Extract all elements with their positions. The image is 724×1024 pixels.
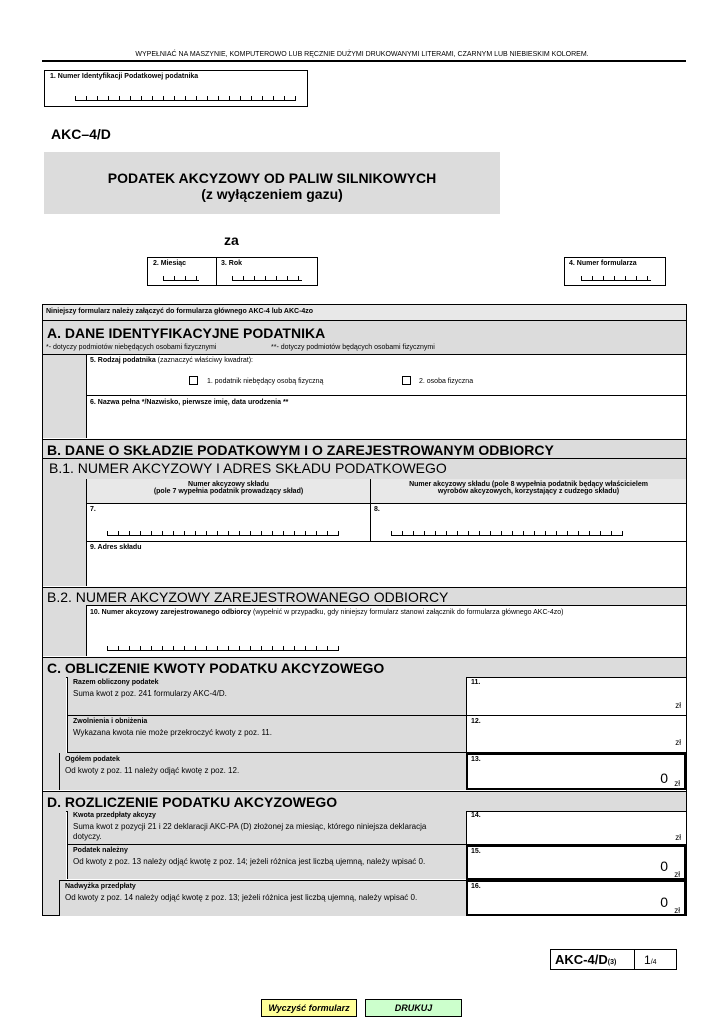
page-total: /4	[650, 959, 657, 966]
field-5-title: 5. Rodzaj podatnika	[90, 357, 156, 364]
field-8-input[interactable]	[391, 531, 623, 536]
field-12-currency: zł	[675, 738, 681, 747]
c-r3-title: Ogółem podatek	[65, 756, 120, 763]
d-row1-label	[67, 811, 467, 845]
title-box	[44, 152, 500, 214]
col2-l2: wyrobów akcyzowych, korzystający z cudzego składu)	[437, 488, 620, 495]
b2-title: B.2. NUMER AKCYZOWY ZAREJESTROWANEGO ODBIORCY	[47, 589, 449, 605]
c-row1-label	[67, 677, 467, 716]
field-15-currency: zł	[674, 870, 680, 879]
formno-box	[564, 257, 666, 286]
col1-l1: Numer akcyzowy składu	[188, 481, 269, 488]
d-row2-label	[67, 845, 467, 879]
col1-l2: (pole 7 wypełnia podatnik prowadzący skład)	[153, 488, 304, 495]
print-button[interactable]: DRUKUJ	[365, 999, 462, 1017]
d-r1-desc1: Suma kwot z pozycji 21 i 22 deklaracji AKC-PA (D) złożonej za miesiąc, którego niniejsza deklaracja	[73, 822, 427, 831]
d-row3-label	[59, 880, 467, 916]
section-c-title: C. OBLICZENIE KWOTY PODATKU AKCYZOWEGO	[47, 660, 385, 676]
col2-l1: Numer akcyzowy składu (pole 8 wypełnia podatnik będący właścicielem	[409, 481, 648, 488]
d-row1-field[interactable]	[466, 811, 687, 845]
field-9-label: 9. Adres składu	[90, 544, 142, 551]
field-10-label	[90, 609, 563, 616]
section-a-title: A. DANE IDENTYFIKACYJNE PODATNIKA	[47, 325, 326, 341]
b1-col1-head	[87, 479, 371, 504]
year-input[interactable]	[232, 276, 302, 281]
month-input[interactable]	[163, 276, 199, 281]
form-code: AKC–4/D	[51, 126, 111, 142]
field-11-no: 11.	[471, 679, 481, 686]
b1-col2-head	[371, 479, 686, 504]
section-b1-gutter	[43, 479, 87, 586]
page-current: 1	[644, 953, 651, 967]
c-row3-label	[59, 753, 467, 790]
d-r2-title: Podatek należny	[73, 847, 128, 854]
c-r1-title: Razem obliczony podatek	[73, 679, 159, 686]
field-7-input[interactable]	[107, 531, 339, 536]
section-b-title: B. DANE O SKŁADZIE PODATKOWYM I O ZAREJESTROWANYM ODBIORCY	[47, 442, 554, 458]
field-13-value: 0	[660, 770, 668, 786]
footer-code	[555, 952, 616, 967]
field-5-hint: (zaznaczyć właściwy kwadrat):	[155, 357, 253, 364]
d-row2-field[interactable]	[466, 845, 686, 880]
checkbox-opt1[interactable]	[189, 376, 198, 385]
field-11-currency: zł	[675, 701, 681, 710]
fill-instruction: WYPEŁNIAĆ NA MASZYNIE, KOMPUTEROWO LUB RĘCZNIE DUŻYMI DRUKOWANYMI LITERAMI, CZARNYM LUB NIEBIESKIM KOLOREM.	[135, 51, 589, 58]
field-7-cell	[87, 504, 371, 542]
period-box	[147, 257, 318, 286]
opt2-label: 2. osoba fizyczna	[419, 378, 474, 385]
c-row1-field[interactable]	[466, 677, 687, 716]
field-16-currency: zł	[674, 906, 680, 915]
field-12-no: 12.	[471, 718, 481, 725]
title-line2: (z wyłączeniem gazu)	[201, 186, 343, 202]
attach-note-row	[43, 305, 686, 321]
field-9-cell[interactable]	[87, 542, 686, 586]
c-r1-desc: Suma kwot z poz. 241 formularzy AKC-4/D.	[73, 689, 227, 698]
nip-label: 1. Numer Identyfikacji Podatkowej podatnika	[50, 73, 199, 80]
formno-input[interactable]	[581, 276, 651, 281]
c-row2-label	[67, 716, 467, 753]
field-10-hint: (wypełnić w przypadku, gdy niniejszy formularz stanowi załącznik do formularza głównego AKC-4zo)	[251, 609, 564, 616]
section-c-header	[43, 657, 686, 678]
footer-code-text: AKC-4/D	[555, 952, 608, 967]
c-r3-desc: Od kwoty z poz. 11 należy odjąć kwotę z poz. 12.	[65, 766, 240, 775]
section-d-header	[43, 791, 686, 812]
field-6-label: 6. Nazwa pełna */Nazwisko, pierwsze imię, data urodzenia **	[90, 399, 289, 406]
za-label: za	[224, 232, 239, 248]
section-a-gutter	[43, 355, 87, 438]
b1-title: B.1. NUMER AKCYZOWY I ADRES SKŁADU PODATKOWEGO	[49, 460, 447, 476]
nip-box	[44, 70, 308, 107]
field-16-value: 0	[660, 894, 668, 910]
field-10-title: 10. Numer akcyzowy zarejestrowanego odbiorcy	[90, 609, 252, 616]
c-r2-desc: Wykazana kwota nie może przekroczyć kwoty z poz. 11.	[73, 728, 272, 737]
checkbox-opt2[interactable]	[402, 376, 411, 385]
section-d-title: D. ROZLICZENIE PODATKU AKCYZOWEGO	[47, 794, 338, 810]
field-8-cell	[371, 504, 686, 542]
title-line1: PODATEK AKCYZOWY OD PALIW SILNIKOWYCH	[107, 170, 437, 186]
footer-code-box	[550, 949, 677, 970]
opt1-label: 1. podatnik niebędący osobą fizyczną	[207, 378, 324, 385]
field-14-currency: zł	[675, 833, 681, 842]
d-r1-desc2: dotyczy.	[73, 832, 102, 841]
section-b2-header	[43, 587, 686, 606]
field-5-cell	[87, 355, 686, 396]
footer-divider	[634, 950, 635, 969]
section-b-header	[43, 439, 686, 480]
formno-label: 4. Numer formularza	[569, 260, 637, 267]
page-number	[644, 953, 657, 967]
c-row2-field[interactable]	[466, 716, 687, 753]
top-rule	[42, 60, 686, 62]
year-label: 3. Rok	[221, 260, 243, 267]
section-b2-gutter	[43, 605, 87, 656]
field-8-label: 8.	[374, 506, 380, 513]
field-15-no: 15.	[471, 848, 481, 855]
field-14-no: 14.	[471, 812, 481, 819]
c-row3-field[interactable]	[466, 753, 686, 790]
field-13-currency: zł	[674, 779, 680, 788]
field-7-label: 7.	[90, 506, 96, 513]
nip-input[interactable]	[75, 96, 296, 101]
field-6-cell[interactable]	[87, 396, 686, 438]
field-5-label	[90, 357, 253, 364]
d-row3-field[interactable]	[466, 880, 686, 916]
d-r3-desc: Od kwoty z poz. 14 należy odjąć kwotę z poz. 13; jeżeli różnica jest liczbą ujemną, należy wpisać 0.	[65, 893, 418, 902]
attach-note: Niniejszy formularz należy załączyć do formularza głównego AKC-4 lub AKC-4zo	[46, 308, 314, 315]
b1-divider	[43, 458, 686, 459]
footer-code-sub: (3)	[607, 959, 617, 966]
section-a-note1: *- dotyczy podmiotów niebędących osobami fizycznymi	[46, 344, 217, 351]
month-label: 2. Miesiąc	[153, 260, 187, 267]
section-a-note2: **- dotyczy podmiotów będących osobami fizycznymi	[271, 344, 435, 351]
field-16-no: 16.	[471, 883, 481, 890]
c-r2-title: Zwolnienia i obniżenia	[73, 718, 148, 725]
field-15-value: 0	[660, 858, 668, 874]
field-13-no: 13.	[471, 756, 481, 763]
field-10-input[interactable]	[107, 646, 339, 651]
section-a-header	[43, 321, 686, 355]
period-divider	[216, 258, 217, 285]
clear-form-button[interactable]: Wyczyść formularz	[261, 999, 357, 1017]
field-10-cell	[87, 605, 686, 657]
d-r3-title: Nadwyżka przedpłaty	[65, 883, 136, 890]
d-r1-title: Kwota przedpłaty akcyzy	[73, 812, 156, 819]
d-r2-desc: Od kwoty z poz. 13 należy odjąć kwotę z poz. 14; jeżeli różnica jest liczbą ujemną, należy wpisać 0.	[73, 857, 426, 866]
